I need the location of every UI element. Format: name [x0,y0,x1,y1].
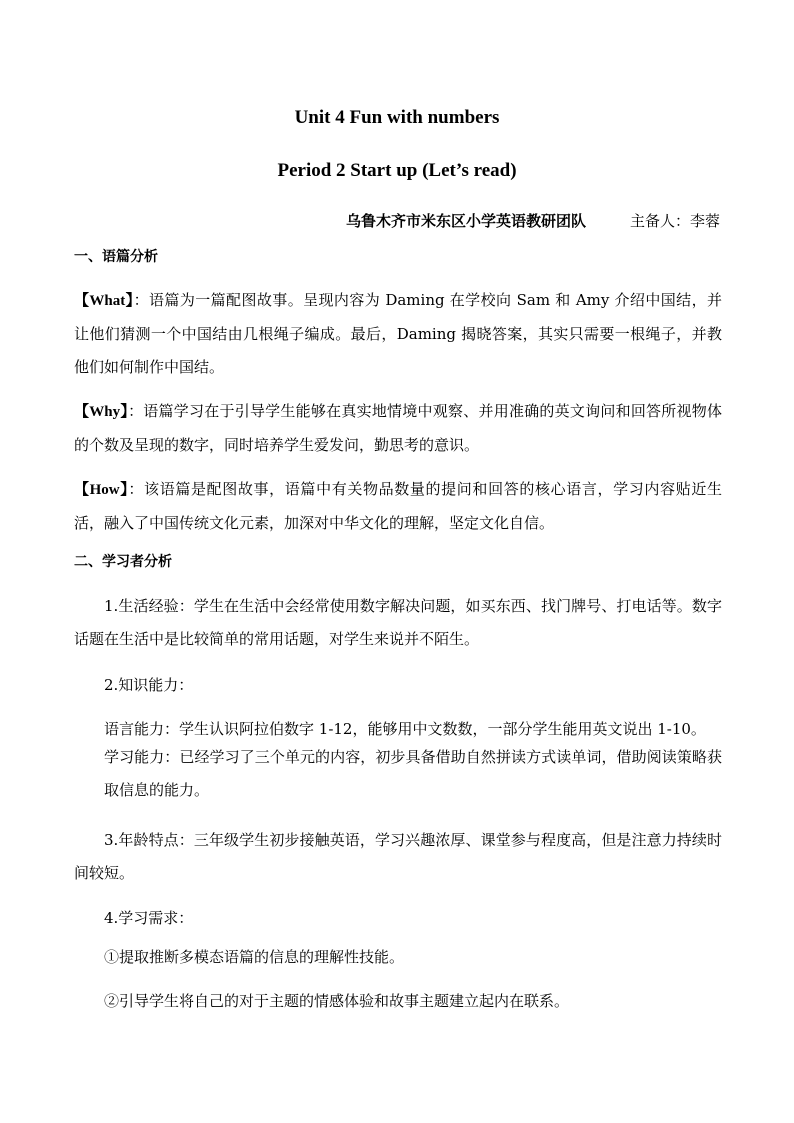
what-text: ：语篇为一篇配图故事。呈现内容为 Daming 在学校向 Sam 和 Amy 介绍中国结，并让他们猜测一个中国结由几根绳子编成。最后，Daming 揭晓答案，其实只需要一根绳子，并教他们如何制作中国结。 [74,291,722,376]
age-features-paragraph: 3.年龄特点：三年级学生初步接触英语，学习兴趣浓厚、课堂参与程度高，但是注意力持续时间较短。 [74,831,722,882]
document-subtitle: Period 2 Start up (Let’s read) [277,160,517,181]
preparer-name: 主备人：李蓉 [629,212,720,230]
learning-need-item-1: ①提取推断多模态语篇的信息的理解性技能。 [104,948,405,966]
learning-ability-paragraph: 学习能力：已经学习了三个单元的内容，初步具备借助自然拼读方式读单词，借助阅读策略获取信息的能力。 [104,748,722,799]
learning-need-item-2: ②引导学生将自己的对于主题的情感体验和故事主题建立起内在联系。 [104,992,570,1010]
section-heading-text-analysis: 一、语篇分析 [74,249,158,265]
why-tag: 【Why】 [74,404,129,420]
learning-needs-heading: 4.学习需求： [104,909,194,927]
how-paragraph [74,473,722,540]
why-text: ：语篇学习在于引导学生能够在真实地情境中观察、并用准确的英文询问和回答所视物体的个数及呈现的数字，同时培养学生爱发问，勤思考的意识。 [74,402,723,454]
language-ability-paragraph: 语言能力：学生认识阿拉伯数字 1-12，能够用中文数数，一部分学生能用英文说出 1-10。 [104,720,706,738]
team-name: 乌鲁木齐市米东区小学英语教研团队 [345,212,586,230]
author-line [346,210,720,232]
document-title: Unit 4 Fun with numbers [294,107,500,128]
what-tag: 【What】 [74,293,134,309]
how-tag: 【How】 [74,482,129,498]
how-text: ：该语篇是配图故事，语篇中有关物品数量的提问和回答的核心语言，学习内容贴近生活，融入了中国传统文化元素，加深对中华文化的理解，坚定文化自信。 [74,480,722,532]
section-heading-learner-analysis: 二、学习者分析 [74,554,172,570]
knowledge-ability-heading: 2.知识能力： [104,676,194,694]
life-experience-paragraph: 1.生活经验：学生在生活中会经常使用数字解决问题，如买东西、找门牌号、打电话等。数字话题在生活中是比较简单的常用话题，对学生来说并不陌生。 [74,597,722,648]
why-paragraph [74,395,722,462]
what-paragraph [74,284,722,384]
